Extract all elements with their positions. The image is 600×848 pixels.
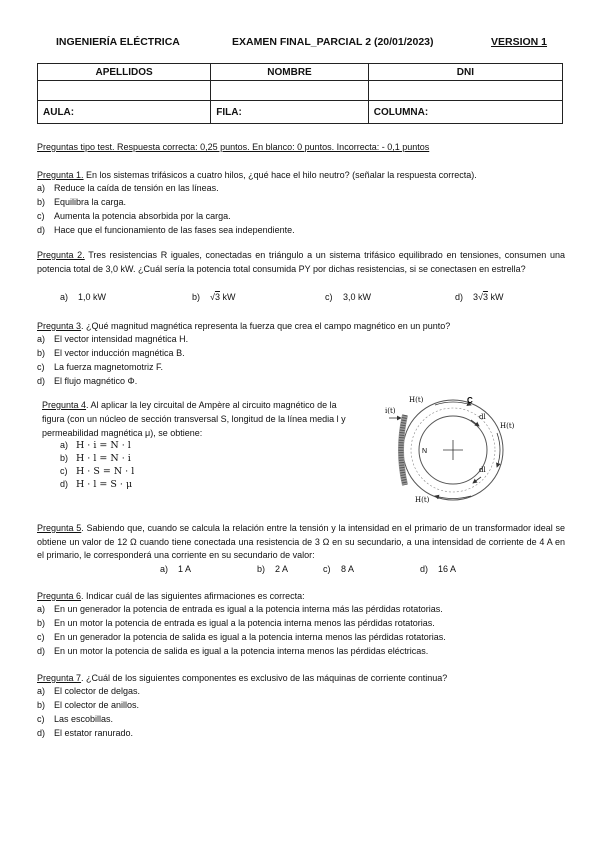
q4-option-b[interactable]: b) H · l = N · i [60, 453, 131, 464]
question-6: Pregunta 6. Indicar cuál de las siguientes afirmaciones es correcta: [37, 591, 305, 601]
instructions: Preguntas tipo test. Respuesta correcta: 0,25 puntos. En blanco: 0 puntos. Incorrecta: - 0,1 puntos [37, 142, 430, 152]
surname-header: APELLIDOS [38, 64, 211, 81]
question-7-label: Pregunta 7 [37, 673, 82, 683]
question-1-label: Pregunta 1. [37, 170, 84, 180]
question-2-label: Pregunta 2. [37, 250, 85, 260]
n-label: N [422, 448, 428, 455]
question-3-label: Pregunta 3 [37, 321, 82, 331]
q7-option-b[interactable]: b) El colector de anillos. [37, 700, 140, 710]
magnetic-circuit-figure [375, 393, 525, 505]
q5-option-c[interactable]: c) 8 A [323, 564, 355, 574]
surname-field[interactable] [38, 81, 211, 101]
exam-title: EXAMEN FINAL_PARCIAL 2 (20/01/2023) [232, 36, 434, 48]
dni-header: DNI [368, 64, 562, 81]
q2-option-d[interactable]: d) 3√3 kW [455, 292, 504, 302]
coil-winding [401, 415, 405, 485]
q6-option-a[interactable]: a) En un generador la potencia de entrada es igual a la potencia interna más las pérdidas rotatorias. [37, 604, 443, 614]
exam-version: VERSION 1 [491, 36, 548, 48]
q6-option-b[interactable]: b) En un motor la potencia de entrada es igual a la potencia interna menos las pérdidas rotatorias. [37, 618, 435, 628]
dl-label-right: dl [479, 466, 486, 474]
student-id-table [37, 63, 563, 124]
q2-option-c[interactable]: c) 3,0 kW [325, 292, 372, 302]
q3-option-c[interactable]: c) La fuerza magnetomotriz F. [37, 362, 164, 372]
h-label-bottom: H(t) [415, 496, 430, 504]
row-field[interactable]: FILA: [211, 101, 369, 124]
dl-label-top: dl [479, 413, 486, 421]
q3-option-a[interactable]: a) El vector intensidad magnética H. [37, 334, 189, 344]
q3-option-b[interactable]: b) El vector inducción magnética B. [37, 348, 185, 358]
q2-option-b[interactable]: b) √3 kW [192, 292, 236, 302]
c-label: C [467, 396, 473, 405]
h-label-top: H(t) [409, 396, 424, 404]
q1-option-a[interactable]: a) Reduce la caída de tensión en las líneas. [37, 183, 219, 193]
q4-option-d[interactable]: d) H · l = S · μ [60, 479, 133, 490]
q7-option-a[interactable]: a) El colector de delgas. [37, 686, 141, 696]
q5-option-b[interactable]: b) 2 A [257, 564, 289, 574]
column-field[interactable]: COLUMNA: [368, 101, 562, 124]
course-title: INGENIERÍA ELÉCTRICA [56, 36, 180, 48]
question-5-label: Pregunta 5 [37, 523, 82, 533]
q7-option-c[interactable]: c) Las escobillas. [37, 714, 114, 724]
question-6-label: Pregunta 6 [37, 591, 82, 601]
h-arrow-right [497, 433, 500, 467]
q1-option-c[interactable]: c) Aumenta la potencia absorbida por la carga. [37, 211, 231, 221]
h-label-right: H(t) [500, 422, 515, 430]
name-header: NOMBRE [211, 64, 369, 81]
classroom-field[interactable]: AULA: [38, 101, 211, 124]
q5-option-a[interactable]: a) 1 A [160, 564, 192, 574]
question-2: Pregunta 2. Tres resistencias R iguales, conectadas en triángulo a un sistema trifásico equilibrado en tensiones, consumen una potencia total de 3,0 kW. ¿Cuál sería la potencia total consumida PY por dichas resistencias, si se conectasen en estrella? [37, 250, 565, 274]
question-7: Pregunta 7. ¿Cuál de los siguientes componentes es exclusivo de las máquinas de corriente continua? [37, 673, 448, 683]
q5-option-d[interactable]: d) 16 A [420, 564, 457, 574]
q6-option-d[interactable]: d) En un motor la potencia de salida es igual a la potencia interna menos las pérdidas eléctricas. [37, 646, 429, 656]
question-4-label: Pregunta 4 [42, 400, 87, 410]
dni-field[interactable] [368, 81, 562, 101]
question-3: Pregunta 3. ¿Qué magnitud magnética representa la fuerza que crea el campo magnético en un punto? [37, 321, 451, 331]
i-label: i(t) [385, 407, 396, 415]
q1-option-b[interactable]: b) Equilibra la carga. [37, 197, 127, 207]
q4-option-c[interactable]: c) H · S = N · l [60, 466, 135, 477]
question-1: Pregunta 1. En los sistemas trifásicos a cuatro hilos, ¿qué hace el hilo neutro? (señalar la respuesta correcta). [37, 170, 477, 180]
q7-option-d[interactable]: d) El estator ranurado. [37, 728, 134, 738]
q3-option-d[interactable]: d) El flujo magnético Φ. [37, 376, 138, 386]
h-arrow-top [435, 402, 471, 405]
q2-option-a[interactable]: a) 1,0 kW [60, 292, 107, 302]
q6-option-c[interactable]: c) En un generador la potencia de salida es igual a la potencia interna menos las pérdidas rotatorias. [37, 632, 446, 642]
question-5: Pregunta 5. Sabiendo que, cuando se calcula la relación entre la tensión y la intensidad en el primario de un transformador ideal se obtiene un valor de 12 Ω cuando tiene conectada una resistencia de 3 Ω en su secundario, a una intensidad de corriente de 4 A en el primario, le corresponderá una corriente en su secundario de valor: [37, 523, 565, 560]
name-field[interactable] [211, 81, 369, 101]
dl-arrow-top [471, 420, 479, 426]
q1-option-d[interactable]: d) Hace que el funcionamiento de las fases sea independiente. [37, 225, 295, 235]
q4-option-a[interactable]: a) H · i = N · l [60, 440, 131, 451]
question-4: Pregunta 4. Al aplicar la ley circuital de Ampère al circuito magnético de la figura (con un núcleo de sección transversal S, longitud de la línea media l y permeabilidad magnética μ), se obtiene: [42, 400, 346, 438]
